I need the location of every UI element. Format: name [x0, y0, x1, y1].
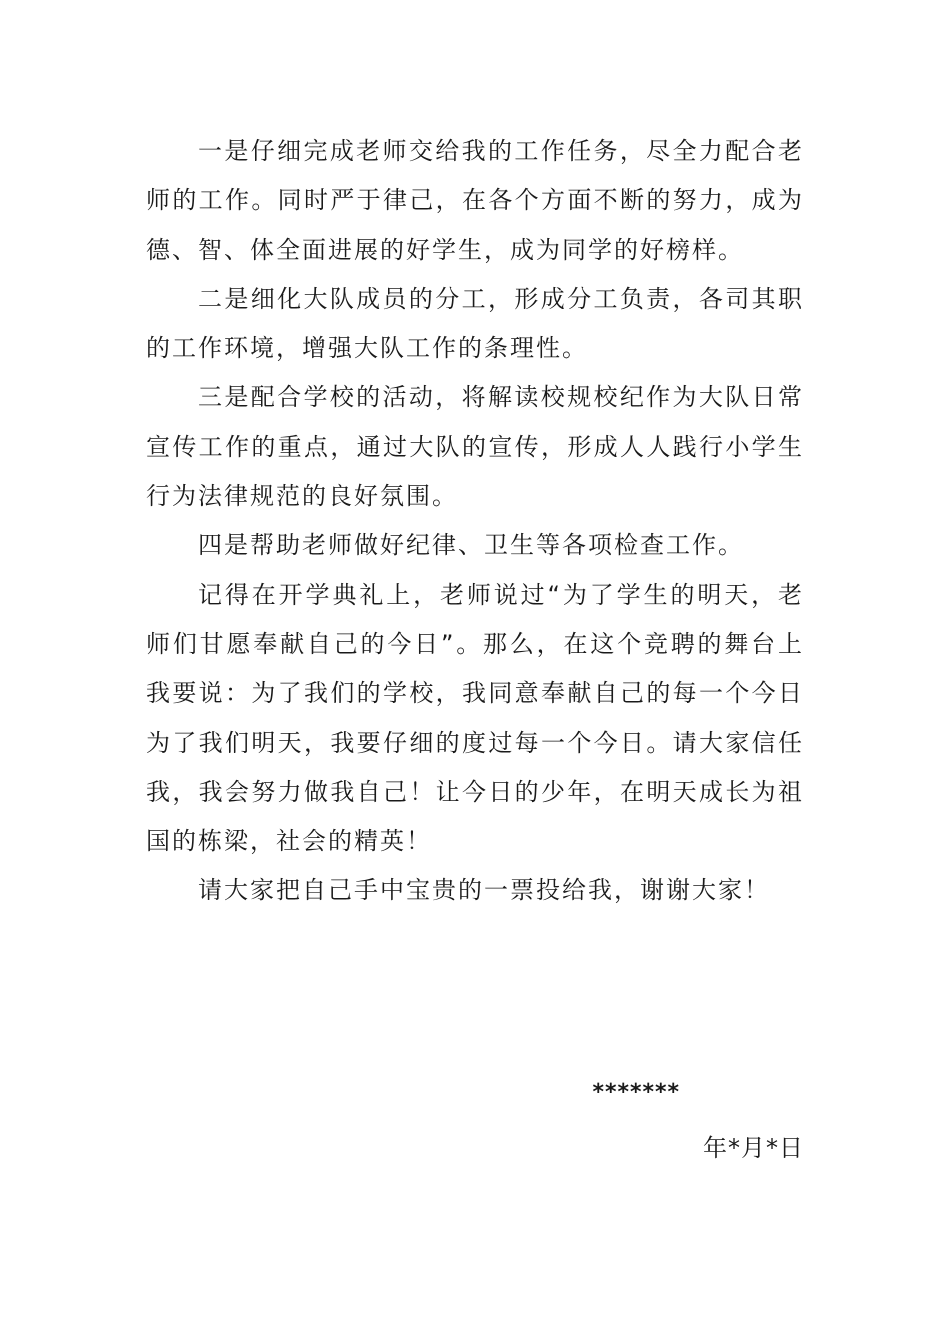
document-body — [146, 127, 804, 916]
paragraph-1: 一是仔细完成老师交给我的工作任务，尽全力配合老师的工作。同时严于律己，在各个方面不断的努力，成为德、智、体全面进展的好学生，成为同学的好榜样。 — [146, 137, 804, 264]
paragraph-4: 四是帮助老师做好纪律、卫生等各项检查工作。 — [198, 531, 744, 560]
signature: ******* — [592, 1080, 680, 1105]
date-line: 年*月*日 — [703, 1134, 804, 1162]
paragraph-5: 记得在开学典礼上，老师说过“为了学生的明天，老师们甘愿奉献自己的今日”。那么，在这个竞聘的舞台上我要说：为了我们的学校，我同意奉献自己的每一个今日为了我们明天，我要仔细的度过每一个今日。请大家信任我，我会努力做我自己！让今日的少年，在明天成长为祖国的栋梁，社会的精英！ — [146, 580, 804, 856]
paragraph-3: 三是配合学校的活动，将解读校规校纪作为大队日常宣传工作的重点，通过大队的宣传，形成人人践行小学生行为法律规范的良好氛围。 — [146, 383, 804, 511]
paragraph-2: 二是细化大队成员的分工，形成分工负责，各司其职的工作环境，增强大队工作的条理性。 — [146, 284, 804, 363]
paragraph-6: 请大家把自己手中宝贵的一票投给我，谢谢大家！ — [198, 876, 770, 905]
